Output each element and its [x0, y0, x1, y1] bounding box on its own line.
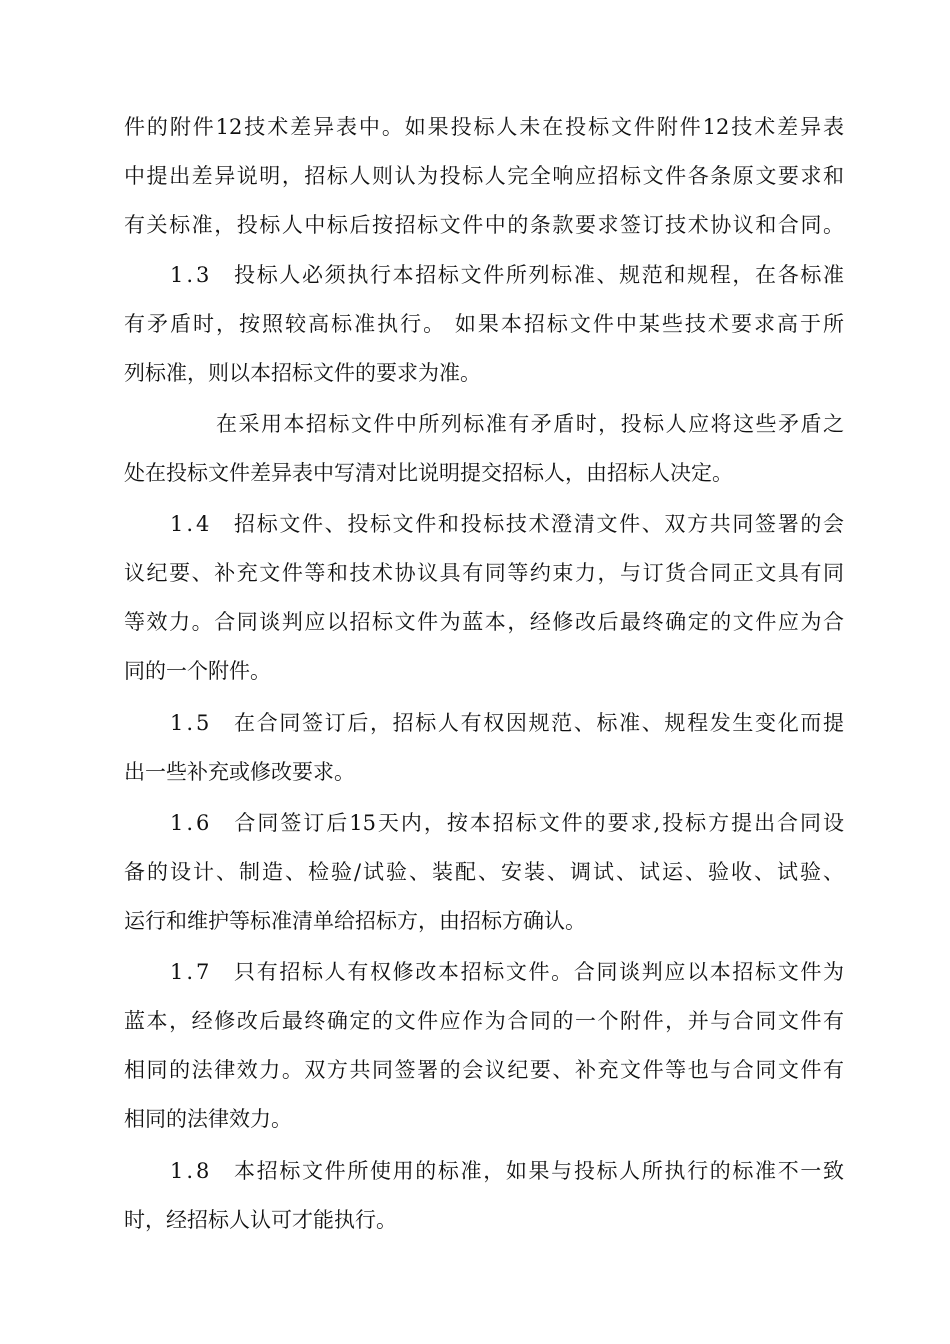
text-line: 备的设计、制造、检验/试验、装配、安装、调试、试运、验收、试验、	[124, 860, 844, 884]
clause-number: 1.4	[170, 512, 213, 536]
text-line: 中提出差异说明，招标人则认为投标人完全响应招标文件各条原文要求和	[124, 164, 844, 188]
clause-number: 1.5	[170, 711, 213, 735]
text-line	[170, 703, 844, 743]
text-line: 件的附件12技术差异表中。如果投标人未在投标文件附件12技术差异表	[124, 115, 844, 139]
text-line: 运行和维护等标准清单给招标方，由招标方确认。	[124, 909, 586, 933]
text-line	[170, 255, 844, 295]
clause-text: 投标人必须执行本招标文件所列标准、规范和规程，在各标准	[232, 263, 844, 287]
text-line: 处在投标文件差异表中写清对比说明提交招标人，由招标人决定。	[124, 461, 733, 485]
text-line: 相同的法律效力。	[124, 1107, 292, 1131]
clause-text: 本招标文件所使用的标准，如果与投标人所执行的标准不一致	[232, 1159, 844, 1183]
text-line: 等效力。合同谈判应以招标文件为蓝本，经修改后最终确定的文件应为合	[124, 610, 844, 634]
text-line: 有关标准，投标人中标后按招标文件中的条款要求签订技术协议和合同。	[124, 213, 844, 237]
clause-number: 1.7	[170, 960, 213, 984]
text-line	[170, 803, 844, 843]
text-line: 列标准，则以本招标文件的要求为准。	[124, 361, 481, 385]
clause-text: 招标文件、投标文件和投标技术澄清文件、双方共同签署的会	[232, 512, 844, 536]
text-line: 相同的法律效力。双方共同签署的会议纪要、补充文件等也与合同文件有	[124, 1058, 844, 1082]
text-line	[170, 504, 844, 544]
text-line: 时，经招标人认可才能执行。	[124, 1208, 397, 1232]
clause-number: 1.8	[170, 1159, 213, 1183]
text-line: 有矛盾时，按照较高标准执行。 如果本招标文件中某些技术要求高于所	[124, 312, 844, 336]
text-line: 在采用本招标文件中所列标准有矛盾时，投标人应将这些矛盾之	[216, 412, 844, 436]
clause-text: 在合同签订后，招标人有权因规范、标准、规程发生变化而提	[232, 711, 844, 735]
clause-text: 合同签订后15天内，按本招标文件的要求,投标方提出合同设	[232, 811, 844, 835]
text-line	[170, 952, 844, 992]
clause-number: 1.3	[170, 263, 213, 287]
clause-number: 1.6	[170, 811, 213, 835]
text-line: 出一些补充或修改要求。	[124, 760, 355, 784]
text-line: 同的一个附件。	[124, 659, 271, 683]
text-line: 议纪要、补充文件等和技术协议具有同等约束力，与订货合同正文具有同	[124, 561, 844, 585]
clause-text: 只有招标人有权修改本招标文件。合同谈判应以本招标文件为	[232, 960, 844, 984]
text-line	[170, 1151, 844, 1191]
text-line: 蓝本，经修改后最终确定的文件应作为合同的一个附件，并与合同文件有	[124, 1009, 844, 1033]
